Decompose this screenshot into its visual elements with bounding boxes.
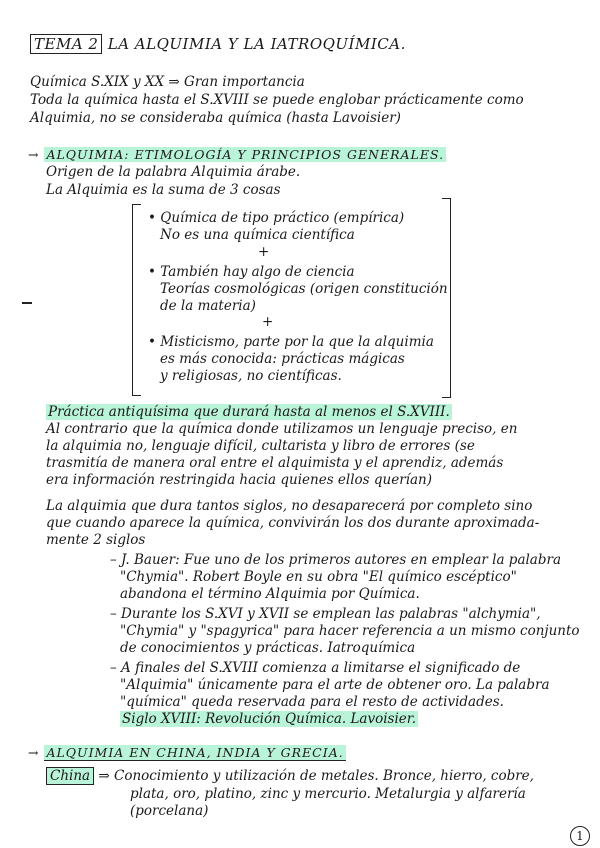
highlight: Siglo XVIII: Revolución Química. Lavoisier.	[122, 711, 417, 727]
paragraph-line: mente 2 siglos	[46, 532, 146, 548]
double-arrow-icon: ⇒	[98, 768, 110, 784]
section-heading	[28, 146, 446, 163]
arrow-icon: →	[28, 147, 40, 162]
section-heading-text: ALQUIMIA: ETIMOLOGÍA Y PRINCIPIOS GENERALES.	[46, 147, 445, 162]
title-text: LA ALQUIMIA Y LA IATROQUÍMICA.	[107, 35, 406, 53]
margin-mark	[22, 302, 32, 304]
highlight: Práctica antiquísima que durará hasta al menos el S.XVIII.	[48, 404, 450, 420]
bullet-line: – A finales del S.XVIII comienza a limitarse el significado de	[110, 660, 521, 676]
intro-line: Química S.XIX y XX ⇒ Gran importancia	[30, 74, 305, 90]
bullet-line: "Chymia" y "spagyrica" para hacer referencia a un mismo conjunto	[120, 623, 580, 639]
intro-line: Alquimia, no se consideraba química (hasta Lavoisier)	[30, 110, 401, 126]
section-heading	[28, 744, 346, 761]
section-line: La Alquimia es la suma de 3 cosas	[46, 182, 281, 198]
bracket-item: de la materia)	[160, 298, 256, 314]
bullet-line: "Alquimia" únicamente para el arte de obtener oro. La palabra	[120, 677, 550, 693]
bracket-item: No es una química científica	[160, 227, 355, 243]
paragraph-line	[46, 404, 452, 421]
bullet-line: – J. Bauer: Fue uno de los primeros autores en emplear la palabra	[110, 552, 561, 568]
bullet-line: abandona el término Alquimia por Química.	[120, 586, 420, 602]
bullet-line: – Durante los S.XVI y XVII se emplean las palabras "alchymia",	[110, 606, 541, 622]
bracket-item: es más conocida: prácticas mágicas	[160, 351, 405, 367]
plus-sign: +	[262, 314, 274, 330]
paragraph-line: que cuando aparece la química, convivirán los dos durante aproximada-	[46, 515, 540, 531]
china-line	[46, 768, 534, 785]
arrow-icon: →	[28, 745, 40, 760]
plus-sign: +	[258, 244, 270, 260]
right-bracket	[442, 198, 451, 398]
bracket-item: • Misticismo, parte por la que la alquimia	[148, 334, 434, 350]
bullet-line: "química" queda reservada para el resto de actividades.	[120, 694, 504, 710]
page-number: 1	[570, 826, 590, 846]
bullet-line	[120, 711, 418, 728]
left-bracket	[132, 204, 141, 396]
title-box: TEMA 2	[30, 34, 102, 54]
paragraph-line: la alquimia no, lenguaje difícil, cultarista y libro de errores (se	[46, 438, 475, 454]
china-text: Conocimiento y utilización de metales. Bronce, hierro, cobre,	[114, 768, 534, 784]
bracket-item: Teorías cosmológicas (origen constitución	[160, 281, 448, 297]
intro-line: Toda la química hasta el S.XVIII se puede englobar prácticamente como	[30, 92, 524, 108]
paragraph-line: trasmitía de manera oral entre el alquimista y el aprendiz, además	[46, 455, 504, 471]
china-line: (porcelana)	[130, 803, 209, 819]
paragraph-line: Al contrario que la química donde utilizamos un lenguaje preciso, en	[46, 421, 518, 437]
paragraph-line: era información restringida hacia quienes ellos querían)	[46, 472, 433, 488]
bracket-item: y religiosas, no científicas.	[160, 368, 342, 384]
bullet-line: de conocimientos y prácticas. Iatroquímica	[120, 640, 416, 656]
bracket-item: • Química de tipo práctico (empírica)	[148, 210, 405, 226]
bracket-item: • También hay algo de ciencia	[148, 264, 355, 280]
section-line: Origen de la palabra Alquimia árabe.	[46, 164, 301, 180]
paragraph-line: La alquimia que dura tantos siglos, no desaparecerá por completo sino	[46, 498, 533, 514]
page-title	[30, 36, 406, 53]
china-line: plata, oro, platino, zinc y mercurio. Metalurgia y alfarería	[130, 786, 526, 802]
china-label: China	[46, 767, 94, 785]
section-heading-text: ALQUIMIA EN CHINA, INDIA Y GRECIA.	[46, 745, 344, 760]
bullet-line: "Chymia". Robert Boyle en su obra "El químico escéptico"	[120, 569, 517, 585]
